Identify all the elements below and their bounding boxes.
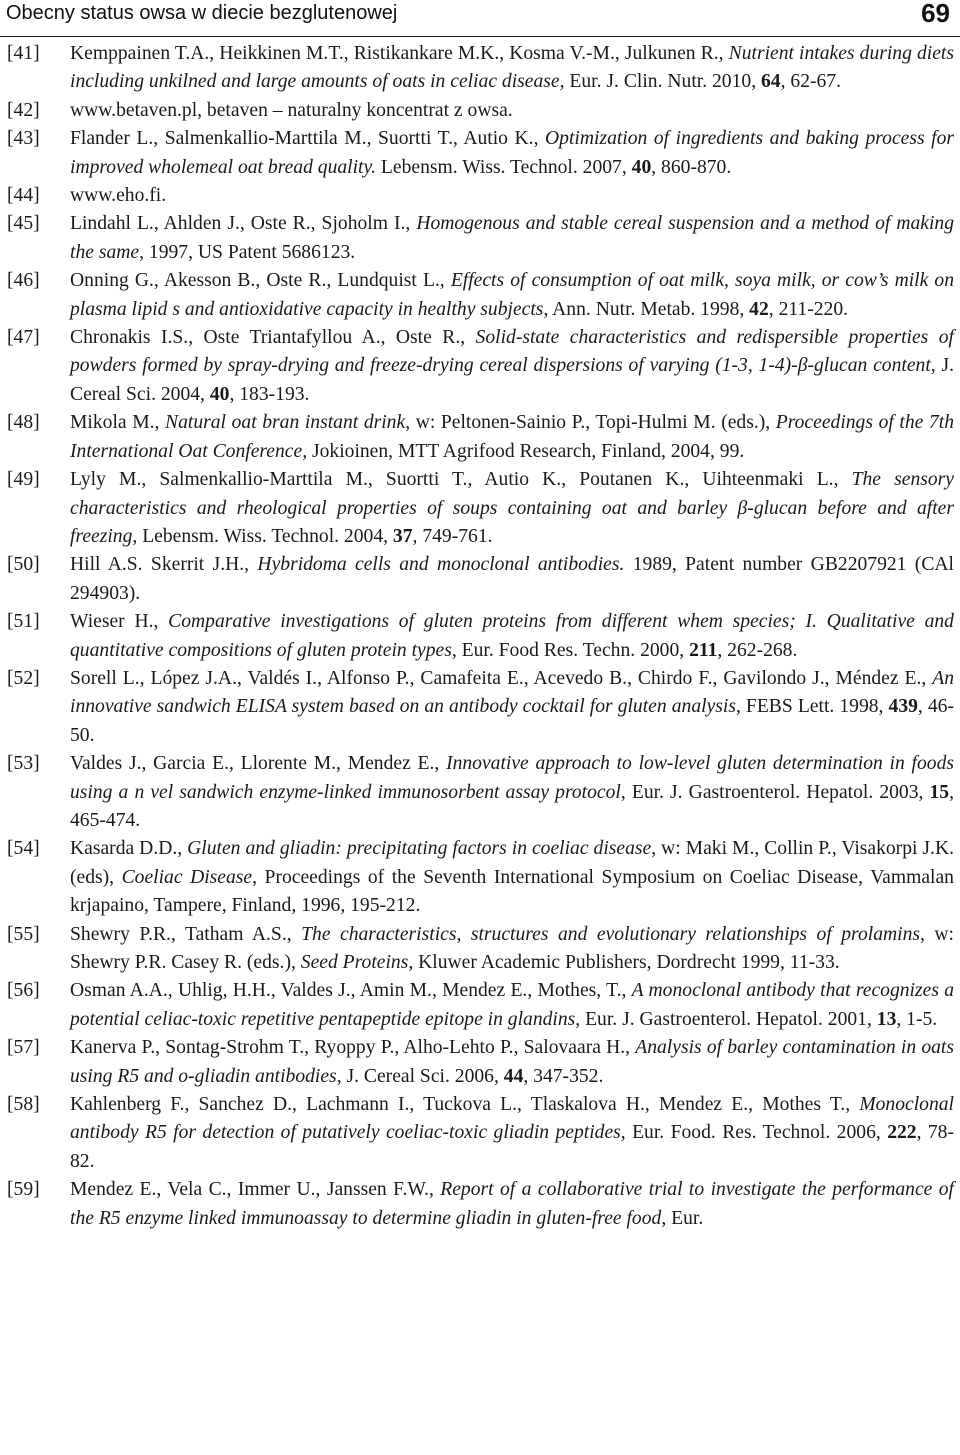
reference-segment: , Ann. Nutr. Metab. 1998, [543,298,750,320]
reference-volume: 439 [888,696,918,718]
reference-segment: , 1-5. [896,1008,938,1030]
reference-number: [53] [7,753,40,775]
reference-title: Comparative investigations of gluten proteins from different whem species; I. Qualitative and quantitative compositions of gluten protein types [70,611,954,661]
reference-text [70,125,954,182]
reference-segment: 1989, Patent number GB2207921 (CAl 294903). [70,554,954,604]
reference-item [0,1034,960,1091]
reference-segment: Wieser H., [70,611,169,633]
reference-number: [52] [7,667,40,689]
reference-item [0,210,960,267]
reference-segment: , J. Cereal Sci. 2006, [336,1065,504,1087]
reference-segment: , w: Maki M., Collin P., Visakorpi J.K. (eds), [70,838,954,888]
reference-number: [57] [7,1037,40,1059]
reference-item [0,1091,960,1176]
reference-text [70,1176,954,1233]
reference-segment: , 749-761. [412,525,493,547]
reference-number: [47] [7,327,40,349]
reference-number: [56] [7,980,40,1002]
reference-segment: , w: Peltonen-Sainio P., Topi-Hulmi M. (eds.), [405,412,776,434]
reference-text [70,466,954,551]
reference-text [70,210,954,267]
reference-number: [50] [7,554,40,576]
reference-title: Proceedings of the 7th International Oat Conference [70,412,955,462]
reference-volume: 40 [209,383,230,405]
reference-segment: , 183-193. [229,383,310,405]
reference-text [70,409,954,466]
reference-segment: Kasarda D.D., [70,838,188,860]
reference-segment: Onning G., Akesson B., Oste R., Lundquist L., [70,270,451,292]
reference-volume: 64 [761,71,781,93]
reference-title: An innovative sandwich ELISA system based on an antibody cocktail for gluten analysis [70,667,954,718]
reference-title: Hybridoma cells and monoclonal antibodies. [257,554,625,576]
reference-item [0,551,960,608]
reference-title: Monoclonal antibody R5 for detection of putatively coeliac-toxic gliadin peptides [70,1094,954,1144]
reference-number: [46] [7,270,40,292]
reference-segment: Flander L., Salmenkallio-Marttila M., Suortti T., Autio K., [70,128,546,150]
reference-title: A monoclonal antibody that recognizes a potential celiac-toxic repetitive pentapeptide epitope in glandins [70,980,955,1030]
reference-volume: 15 [929,781,950,803]
reference-item [0,1176,960,1233]
reference-segment: , Lebensm. Wiss. Technol. 2004, [132,525,393,547]
reference-title: The sensory characteristics and rheological properties of soups containing oat and barley β-glucan before and after freezing [70,469,954,547]
reference-number: [41] [7,43,40,64]
reference-text [70,835,954,920]
reference-segment: Osman A.A., Uhlig, H.H., Valdes J., Amin M., Mendez E., Mothes, T., [70,980,632,1002]
reference-volume: 37 [392,525,413,547]
reference-segment: , Eur. J. Gastroenterol. Hepatol. 2001, [575,1008,877,1030]
reference-item [0,835,960,920]
reference-text [70,977,954,1034]
reference-text [70,665,954,750]
reference-segment: , 211-220. [768,298,849,320]
reference-segment: Kanerva P., Sontag-Strohm T., Ryoppy P., Alho-Lehto P., Salovaara H., [70,1037,636,1059]
reference-volume: 222 [887,1122,917,1144]
reference-segment: , Eur. Food Res. Techn. 2000, [451,639,690,661]
reference-item [0,608,960,665]
reference-item [0,324,960,409]
reference-number: [45] [7,213,40,235]
reference-title: Solid-state characteristics and redispersible properties of powders formed by spray-drying and freeze-drying cereal dispersions of varying (1-3, 1-4)-β-glucan content [70,327,954,377]
reference-title: Optimization of ingredients and baking process for improved wholemeal oat bread quality. [70,128,954,178]
reference-segment: Kahlenberg F., Sanchez D., Lachmann I., Tuckova L., Tlaskalova H., Mendez E., Mothes T., [70,1094,860,1116]
reference-segment: , Eur. J. Clin. Nutr. 2010, [559,71,761,93]
reference-item [0,466,960,551]
reference-segment: , w: Shewry P.R. Casey R. (eds.), [70,923,955,973]
reference-segment: , Kluwer Academic Publishers, Dordrecht 1999, 11-33. [408,952,840,973]
reference-segment: Mendez E., Vela C., Immer U., Janssen F.W., [70,1179,441,1201]
reference-segment: , Proceedings of the Seventh International Symposium on Coeliac Disease, Vammalan krjapaino, Tampere, Finland, 1996, 195-212. [70,866,954,917]
reference-volume: 42 [749,298,769,320]
reference-segment: www.eho.fi. [70,185,167,207]
reference-item [0,750,960,835]
reference-segment: , FEBS Lett. 1998, [735,696,889,718]
reference-number: [54] [7,838,40,860]
reference-segment: Lindahl L., Ahlden J., Oste R., Sjoholm I., [70,213,417,235]
reference-segment: , 1997, US Patent 5686123. [139,241,356,263]
reference-item [0,977,960,1034]
reference-number: [42] [7,99,40,121]
reference-title: Natural oat bran instant drink [165,412,406,434]
reference-volume: 13 [876,1008,897,1030]
reference-segment: Sorell L., López J.A., Valdés I., Alfonso P., Camafeita E., Acevedo B., Chirdo F., Gavilondo J., Méndez E., [70,667,933,689]
reference-item [0,409,960,466]
reference-text [70,608,954,665]
reference-item [0,40,960,97]
page-number: 69 [921,0,950,28]
reference-segment: , Jokioinen, MTT Agrifood Research, Finland, 2004, 99. [302,440,745,462]
reference-text [70,182,954,210]
reference-text [70,97,954,125]
reference-segment: Chronakis I.S., Oste Triantafyllou A., Oste R., [70,327,476,349]
reference-segment: , 262-268. [717,639,798,661]
reference-segment: Kemppainen T.A., Heikkinen M.T., Ristikankare M.K., Kosma V.-M., Julkunen R., [70,43,729,64]
reference-item [0,921,960,978]
reference-number: [55] [7,923,40,945]
reference-segment: , Eur. [661,1207,704,1229]
reference-segment: Lyly M., Salmenkallio-Marttila M., Suortti T., Autio K., Poutanen K., Uihteenmaki L., [70,469,852,491]
reference-list [0,40,960,1233]
reference-segment: , 347-352. [523,1065,604,1087]
running-header [0,0,960,37]
reference-text [70,921,954,978]
reference-text [70,324,954,409]
reference-segment: Mikola M., [70,412,166,434]
reference-segment: Lebensm. Wiss. Technol. 2007, [376,156,632,178]
reference-title: Homogenous and stable cereal suspension and a method of making the same [70,213,954,263]
reference-number: [49] [7,469,40,491]
reference-segment: , 860-870. [651,156,732,178]
reference-segment: Hill A.S. Skerrit J.H., [70,554,258,576]
reference-number: [48] [7,412,40,434]
reference-title: Analysis of barley contamination in oats using R5 and o-gliadin antibodies [70,1037,955,1087]
reference-segment: , 62-67. [780,71,842,93]
reference-item [0,125,960,182]
reference-title: Seed Proteins [300,952,409,973]
reference-segment: www.betaven.pl, betaven – naturalny koncentrat z owsa. [70,99,513,121]
reference-title: The characteristics, structures and evolutionary relationships of prolamins [301,923,921,945]
reference-text [70,40,954,97]
reference-number: [44] [7,185,40,207]
reference-title: Innovative approach to low-level gluten determination in foods using a n vel sandwich enzyme-linked immunosorbent assay protocol [70,753,955,803]
reference-title: Nutrient intakes during diets including unkilned and large amounts of oats in celiac disease [70,43,954,93]
reference-text [70,267,954,324]
reference-segment: , 46-50. [70,696,954,746]
reference-segment: , 78-82. [70,1122,955,1172]
reference-item [0,267,960,324]
reference-number: [59] [7,1179,40,1201]
reference-number: [51] [7,611,40,633]
reference-text [70,750,954,835]
reference-title: Coeliac Disease [121,866,253,888]
reference-segment: , Eur. J. Gastroenterol. Hepatol. 2003, [620,781,930,803]
reference-title: Report of a collaborative trial to investigate the performance of the R5 enzyme linked immunoassay to determine gliadin in gluten-free food [70,1179,954,1229]
reference-item [0,182,960,210]
reference-number: [43] [7,128,40,150]
reference-item [0,97,960,125]
reference-title: Gluten and gliadin: precipitating factors in coeliac disease [187,838,652,860]
reference-volume: 211 [689,639,718,661]
running-title: Obecny status owsa w diecie bezglutenowej [6,2,398,24]
reference-volume: 40 [631,156,652,178]
reference-segment: Valdes J., Garcia E., Llorente M., Mendez E., [70,753,447,775]
reference-number: [58] [7,1094,40,1116]
reference-segment: , Eur. Food. Res. Technol. 2006, [620,1122,888,1144]
reference-segment: , J. Cereal Sci. 2004, [70,355,954,405]
reference-text [70,1034,954,1091]
reference-item [0,665,960,750]
reference-volume: 44 [503,1065,524,1087]
reference-title: Effects of consumption of oat milk, soya milk, or cow’s milk on plasma lipid s and antioxidative capacity in healthy subjects [70,270,954,320]
reference-text [70,551,954,608]
reference-text [70,1091,954,1176]
reference-segment: Shewry P.R., Tatham A.S., [70,923,302,945]
reference-segment: , 465-474. [70,781,954,831]
